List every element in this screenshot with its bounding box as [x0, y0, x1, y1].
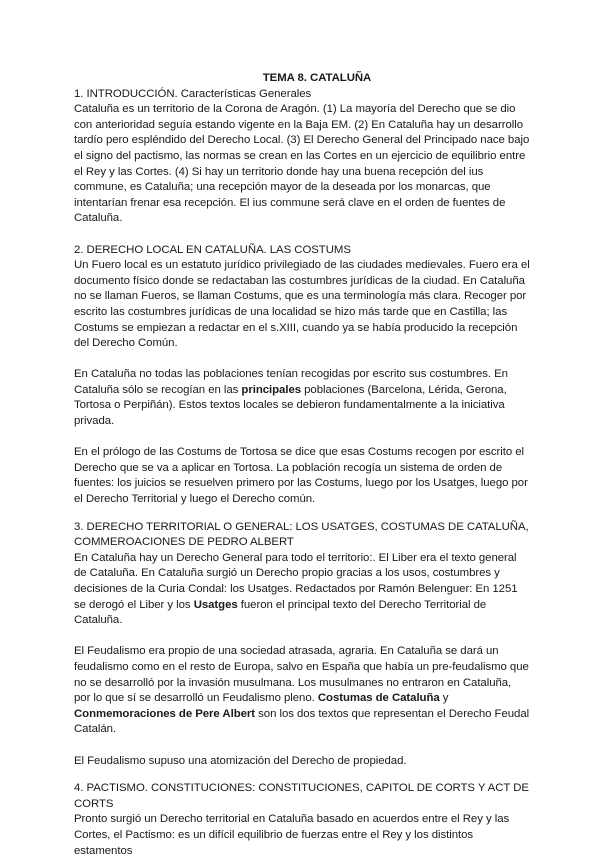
- section-2-paragraph-1: Un Fuero local es un estatuto jurídico privilegiado de las ciudades medievales. Fuero era el documento físico donde se redactaban las costumbres jurídicas de la ciudad. En Cataluña no se llaman Fueros, se llaman Costums, que es una terminología más clara. Recoger por escrito las costumbres jurídicas de una localidad se hizo más tarde que en Castilla; las Costums se empiezan a redactar en el s.XIII, cuando ya se había producido la recepción del Derecho Común.: [74, 259, 530, 350]
- section-1-heading: 1. INTRODUCCIÓN. Características Generales: [74, 87, 312, 100]
- text-run: El Feudalismo era propio de una sociedad atrasada, agraria. En Cataluña se dará un feudalismo como en el resto de Europa, salvo en España que había un pre-feudalismo que no se desarrolló por la invasión musulmana. Los musulmanes no entraron en Cataluña, por lo que sí se desarrolló un Feudalismo pleno.: [74, 645, 529, 705]
- section-2-paragraph-2: [74, 367, 530, 429]
- document-title: TEMA 8. CATALUÑA: [262, 72, 372, 84]
- section-3-paragraph-2: [74, 644, 530, 738]
- section-1-paragraph-1: Cataluña es un territorio de la Corona de Aragón. (1) La mayoría del Derecho que se dio con anterioridad seguía estando vigente en la Baja EM. (2) En Cataluña hay un desarrollo tardío pero espléndido del Derecho Local. (3) El Derecho General del Principado nace bajo el signo del pactismo, las normas se crean en las Cortes en un ejercicio de equilibrio entre el Rey y las Cortes. (4) Si hay un territorio donde hay una buena recepción del ius commune, es Cataluña; una recepción mayor de la deseada por los monarcas, que intentarían frenar esa recepción. El ius commune será clave en el orden de fuentes de Cataluña.: [74, 103, 530, 225]
- text-run: poblaciones (Barcelona, Lérida, Gerona, Tortosa o Perpiñán). Estos textos locales se debieron fundamentalmente a la iniciativa privada.: [74, 383, 507, 428]
- section-4-heading: 4. PACTISMO. CONSTITUCIONES: CONSTITUCIONES, CAPITOL DE CORTS Y ACT DE CORTS: [74, 782, 529, 810]
- section-3-paragraph-3: El Feudalismo supuso una atomización del Derecho de propiedad.: [74, 754, 407, 767]
- section-2-paragraph-3: En el prólogo de las Costums de Tortosa se dice que esas Costums recogen por escrito el Derecho que se va a aplicar en Tortosa. La población recogía un sistema de orden de fuentes: los juicios se resuelven primero por las Costums, luego por los Usatges, luego por el Derecho Territorial y luego el Derecho común.: [74, 446, 528, 506]
- section-2-heading: 2. DERECHO LOCAL EN CATALUÑA. LAS COSTUMS: [74, 243, 351, 256]
- bold-text: principales: [241, 383, 302, 396]
- document-body: [74, 71, 530, 859]
- text-run: En Cataluña hay un Derecho General para todo el territorio:. El Liber era el texto general de Cataluña. En Cataluña surgió un Derecho propio gracias a los usos, costumbres y decisiones de la Curia Condal: los Usatges. Redactados por Ramón Belenguer: En 1251 se derogó el Liber y los: [74, 551, 518, 611]
- bold-text: Costumas de Cataluña: [317, 692, 440, 705]
- bold-text: Conmemoraciones de Pere Albert: [74, 707, 256, 720]
- section-3-heading: 3. DERECHO TERRITORIAL O GENERAL: LOS USATGES, COSTUMAS DE CATALUÑA, COMMEROACIONES DE PEDRO ALBERT: [74, 520, 529, 549]
- text-run: En Cataluña no todas las poblaciones tenían recogidas por escrito sus costumbres. En Cataluña sólo se recogían en las: [74, 368, 508, 396]
- text-run: son los dos textos que representan el Derecho Feudal Catalán.: [74, 707, 530, 736]
- text-run: fueron el principal texto del Derecho Territorial de Cataluña.: [74, 598, 487, 627]
- text-run: y: [439, 692, 449, 705]
- bold-text: Usatges: [193, 598, 238, 611]
- section-3-paragraph-1: [74, 551, 530, 629]
- section-4-paragraph-1: Pronto surgió un Derecho territorial en Cataluña basado en acuerdos entre el Rey y las Cortes, el Pactismo: es un difícil equilibrio de fuerzas entre el Rey y los distintos estamentos: [74, 813, 510, 857]
